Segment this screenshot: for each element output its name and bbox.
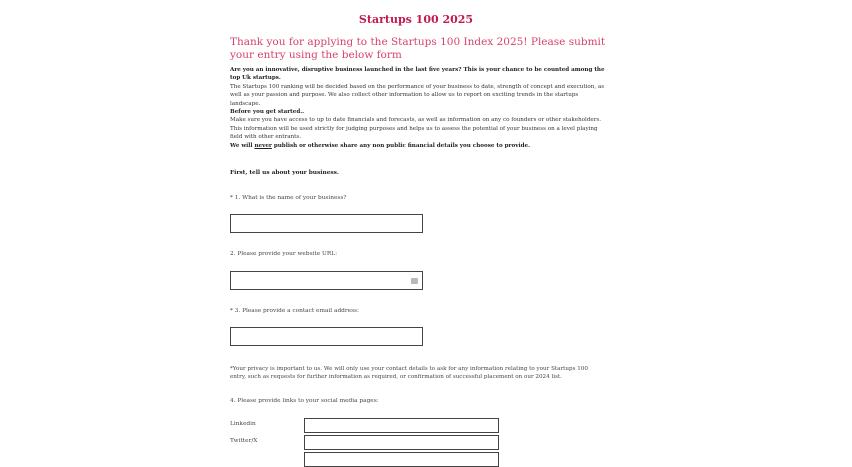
linkedin-label: Linkedin <box>230 421 256 427</box>
next-social-input[interactable] <box>304 452 499 467</box>
before-heading: Before you get started.. <box>230 109 305 116</box>
twitter-input[interactable] <box>304 435 499 450</box>
never-post: publish or otherwise share any non public financial details you choose to provide. <box>271 142 531 149</box>
question-3-label: * 3. Please provide a contact email address: <box>230 308 359 314</box>
twitter-label: Twitter/X <box>230 438 258 444</box>
intro-ranking: The Startups 100 ranking will be decided based on the performance of your business to date, strength of concept and execution, as well as your passion and purpose. We also collect other information to allow us to report on exciting trends in the startups landscape. <box>230 83 605 107</box>
website-url-input[interactable] <box>230 271 423 290</box>
section-heading: First, tell us about your business. <box>230 170 339 176</box>
intro-lead: Are you an innovative, disruptive business launched in the last five years? This is your chance to be counted among the top Uk startups. <box>230 67 605 82</box>
question-4-label: 4. Please provide links to your social media pages: <box>230 398 379 404</box>
business-name-input[interactable] <box>230 214 423 233</box>
never-notice <box>230 143 530 149</box>
question-1-label: * 1. What is the name of your business? <box>230 195 347 201</box>
page-title: Startups 100 2025 <box>358 13 474 26</box>
linkedin-input[interactable] <box>304 418 499 433</box>
never-pre: We will <box>230 142 255 149</box>
contact-email-input[interactable] <box>230 327 423 346</box>
autofill-icon[interactable] <box>411 278 418 284</box>
question-2-label: 2. Please provide your website URL: <box>230 251 338 257</box>
before-text: Make sure you have access to up to date financials and forecasts, as well as information on any co founders or other stakeholders. This information will be used strictly for judging purposes and helps us to assess the potential of your business on a level playing field with other entrants. <box>230 117 602 141</box>
never-word: never <box>254 142 272 149</box>
privacy-note: *Your privacy is important to us. We will only use your contact details to ask for any information relating to your Startups 100 entry, such as requests for further information as required, or confirmation of successful placement on our 2024 list. <box>230 366 588 381</box>
intro-heading: Thank you for applying to the Startups 100 Index 2025! Please submit your entry using the below form <box>230 36 606 61</box>
intro-text <box>230 66 610 150</box>
